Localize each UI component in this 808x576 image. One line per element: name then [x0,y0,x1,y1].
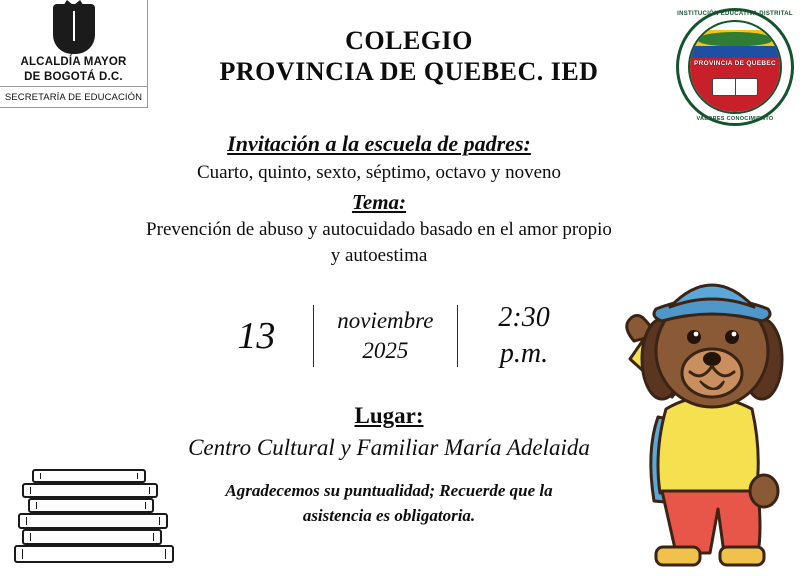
crest-mountains-icon [698,32,772,46]
book-5 [22,483,158,498]
city-logo-subtitle: SECRETARÍA DE EDUCACIÓN [4,92,143,103]
city-logo-divider [0,86,147,87]
place-title: Lugar: [354,403,424,428]
attendance-note-line2: asistencia es obligatoria. [302,506,476,525]
crest-text-bottom: VALORES CONOCIMIENTO [696,116,774,122]
book-1 [14,545,174,563]
book-4 [28,498,154,513]
book-3 [18,513,168,529]
datetime-divider-2 [457,305,458,367]
bogota-coat-of-arms-icon [53,4,95,54]
crest-text-top: INSTITUCIÓN EDUCATIVA DISTRITAL [677,11,793,17]
topic-title: Tema: [351,190,407,214]
crest-inner-shield [688,20,782,114]
school-crest-icon [676,8,794,126]
invitation-title: Invitación a la escuela de padres: [227,131,531,156]
attendance-note-line1: Agradecemos su puntualidad; Recuerde que la [225,481,553,500]
event-time-hour: 2:30 [498,302,550,333]
event-day: 13 [237,315,276,357]
event-month: noviembre [337,308,434,333]
event-place [120,402,658,464]
topic-line1: Prevención de abuso y autocuidado basado en el amor propio [146,219,612,240]
school-title-line1: COLEGIO [345,26,473,55]
crest-text-middle: PROVINCIA DE QUEBEC [693,60,777,67]
book-6 [32,469,146,483]
city-logo-title-line2: DE BOGOTÁ D.C. [24,70,123,83]
place-name: Centro Cultural y Familiar María Adelaida [188,435,590,460]
invitation-grades: Cuarto, quinto, sexto, séptimo, octavo y noveno [196,162,562,183]
datetime-divider-1 [313,305,314,367]
dog-student-mascot-icon [596,241,806,571]
bogota-city-logo [0,0,148,108]
book-2 [22,529,162,545]
event-month-year [324,306,448,366]
event-time [468,300,580,372]
school-title-line2: PROVINCIA DE QUEBEC. IED [219,57,599,86]
event-year: 2025 [362,338,409,363]
event-datetime [210,300,580,372]
city-logo-title-line1: ALCALDÍA MAYOR [20,56,127,68]
crest-band-blue [690,46,780,58]
stack-of-books-icon [8,453,178,563]
page-title [160,26,658,88]
attendance-note [150,478,628,528]
topic-line2: y autoestima [330,245,428,266]
crest-book-icon [712,78,758,96]
event-time-meridiem: p.m. [499,338,549,369]
